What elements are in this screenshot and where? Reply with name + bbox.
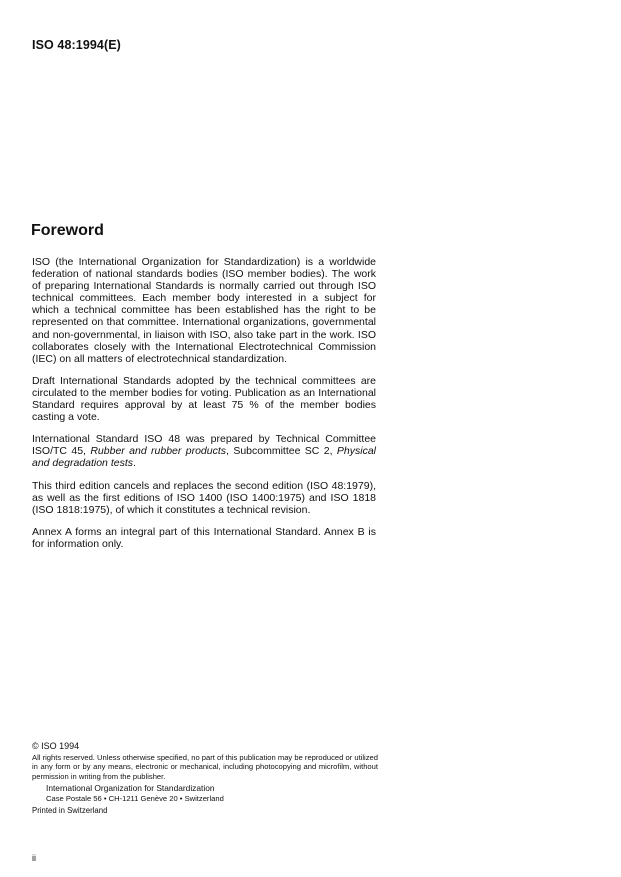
foreword-paragraph-2: Draft International Standards adopted by the technical committees are circulated to the member bodies for voting. Publication as an International Standard requires approval by at least 75 % of the member bodies casting a vote. <box>32 374 376 424</box>
paragraph-3-prefix: International Standard ISO 48 was prepared by Technical Committee ISO/TC 45, <box>32 433 376 458</box>
paragraph-3-middle: , Subcommittee SC 2, <box>226 445 337 458</box>
page-number: ii <box>32 853 36 863</box>
foreword-paragraph-3 <box>32 433 376 469</box>
organization-name: International Organization for Standardization <box>46 783 215 794</box>
foreword-paragraph-5: Annex A forms an integral part of this International Standard. Annex B is for information only. <box>32 525 376 550</box>
publisher-address <box>46 783 378 804</box>
printed-in: Printed in Switzerland <box>32 806 108 816</box>
postal-address: Case Postale 56 • CH-1211 Genève 20 • Switzerland <box>46 793 224 803</box>
copyright-block <box>32 741 378 816</box>
copyright-notice: © ISO 1994 <box>32 741 80 751</box>
paragraph-3-suffix: . <box>133 457 136 470</box>
subcommittee-name: Physical and degradation tests <box>32 445 376 470</box>
foreword-paragraph-1: ISO (the International Organization for Standardization) is a worldwide federation of national standards bodies (ISO member bodies). The work of preparing International Standards is normally carried out through ISO technical committees. Each member body interested in a subject for which a technical committee has been established has the right to be represented on that committee. International organizations, governmental and non-governmental, in liaison with ISO, also take part in the work. ISO collaborates closely with the International Electrotechnical Commission (IEC) on all matters of electrotechnical standardization. <box>32 256 376 365</box>
foreword-paragraph-4: This third edition cancels and replaces the second edition (ISO 48:1979), as well as the first editions of ISO 1400 (ISO 1400:1975) and ISO 1818 (ISO 1818:1975), of which it constitutes a technical revision. <box>32 479 376 516</box>
document-id-header: ISO 48:1994(E) <box>32 38 121 52</box>
committee-name: Rubber and rubber products <box>90 445 227 458</box>
foreword-heading: Foreword <box>31 222 104 239</box>
foreword-body <box>32 256 376 560</box>
rights-statement: All rights reserved. Unless otherwise specified, no part of this publication may be reproduced or utilized in any form or by any means, electronic or mechanical, including photocopying and microfilm, without permission in writing from the publisher. <box>32 753 378 781</box>
